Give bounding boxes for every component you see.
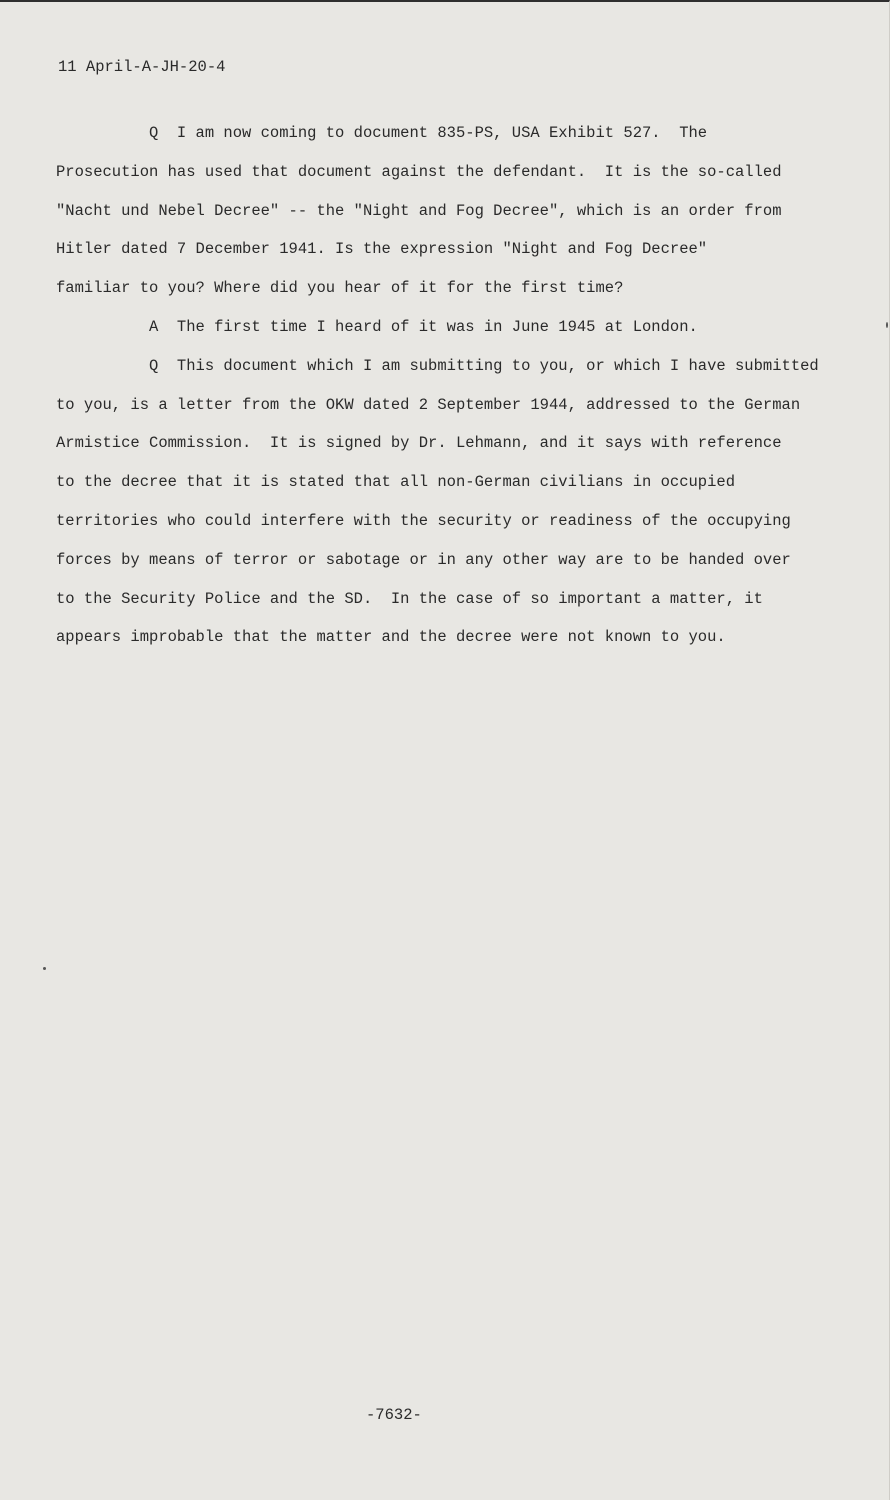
text-line: Prosecution has used that document against the defendant. It is the so-called (56, 162, 782, 181)
text-line: Hitler dated 7 December 1941. Is the expression "Night and Fog Decree" (56, 240, 708, 259)
question-paragraph-2 (56, 347, 846, 657)
question-paragraph-1 (56, 114, 846, 308)
text-line: Q I am now coming to document 835-PS, USA Exhibit 527. The (56, 124, 708, 142)
text-line: to the decree that it is stated that all non-German civilians in occupied (56, 473, 736, 492)
page-number: -7632- (366, 1406, 422, 1424)
text-line: territories who could interfere with the security or readiness of the occupying (56, 511, 791, 530)
text-line: to you, is a letter from the OKW dated 2 September 1944, addressed to the German (56, 395, 801, 414)
text-line: A The first time I heard of it was in June 1945 at London. (56, 317, 698, 336)
text-line: appears improbable that the matter and the decree were not known to you. (56, 628, 726, 647)
text-line: familiar to you? Where did you hear of it for the first time? (56, 279, 624, 298)
document-reference: 11 April-A-JH-20-4 (58, 58, 226, 76)
paper-mark (886, 322, 888, 328)
text-line: Q This document which I am submitting to you, or which I have submitted (56, 356, 819, 375)
paper-speck (43, 967, 46, 970)
text-line: "Nacht und Nebel Decree" -- the "Night and Fog Decree", which is an order from (56, 201, 782, 220)
text-line: Armistice Commission. It is signed by Dr. Lehmann, and it says with reference (56, 434, 782, 453)
text-line: to the Security Police and the SD. In the case of so important a matter, it (56, 589, 763, 608)
answer-paragraph-1 (56, 308, 846, 347)
transcript-body (56, 114, 846, 657)
text-line: forces by means of terror or sabotage or in any other way are to be handed over (56, 550, 791, 569)
